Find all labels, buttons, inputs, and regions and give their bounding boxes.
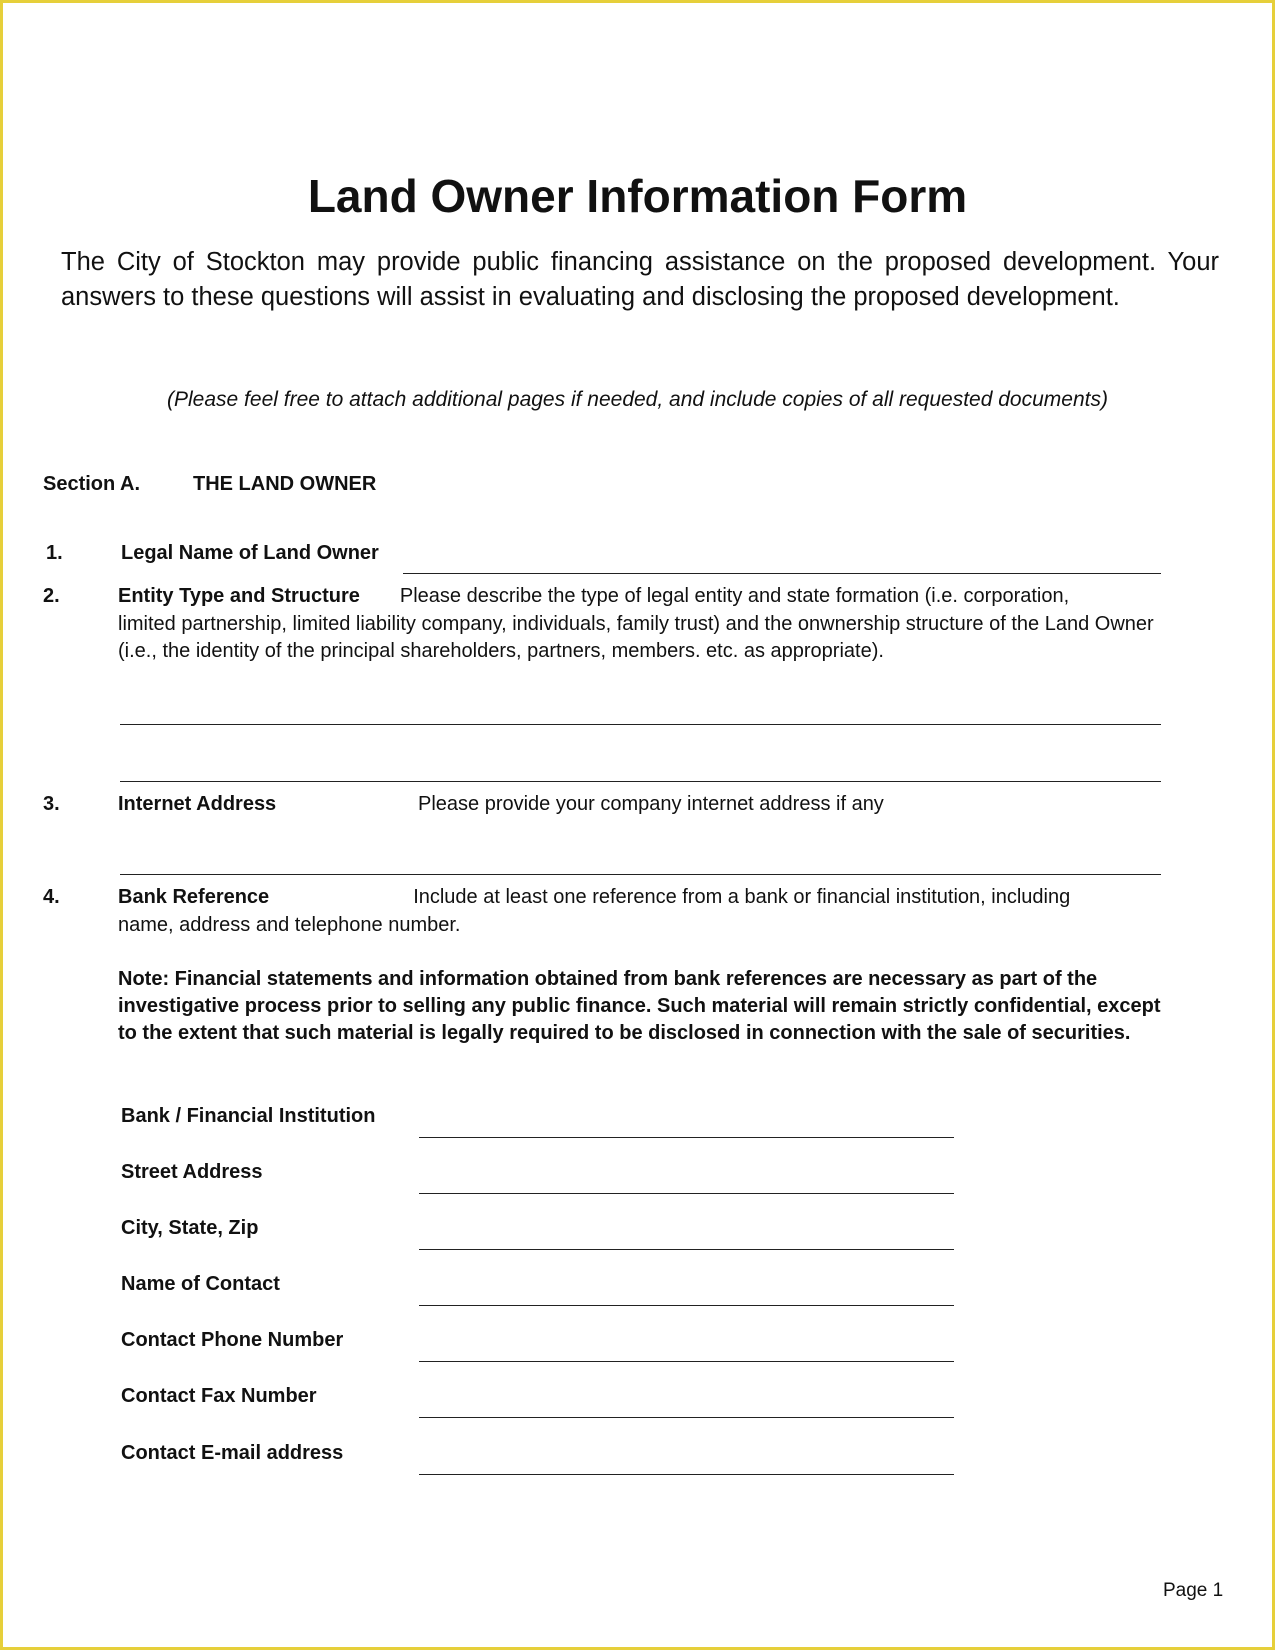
bank-institution-field[interactable] [419,1137,954,1138]
internet-address-field[interactable] [120,874,1161,875]
legal-name-label: Legal Name of Land Owner [121,542,379,564]
bank-reference-desc-rest: name, address and telephone number. [118,913,461,936]
item-number: 2. [43,585,60,607]
street-address-field[interactable] [419,1193,954,1194]
confidentiality-note: Note: Financial statements and information obtained from bank references are necessary as part of the investigative process prior to selling any public finance. Such material will remain strictly confidential, except to the extent that such material is legally required to be disclosed in connection with the sale of securities. [118,968,1161,1044]
attach-note: (Please feel free to attach additional pages if needed, and include copies of all requested documents) [167,388,1108,411]
legal-name-field[interactable] [403,573,1161,574]
intro-paragraph: The City of Stockton may provide public financing assistance on the proposed development. Your answers to these questions will assist in evaluating and disclosing the proposed development. [61,248,1219,311]
entity-type-desc-first: Please describe the type of legal entity and state formation (i.e. corporation, [399,585,1070,607]
internet-address-label: Internet Address [118,793,277,815]
bank-institution-label: Bank / Financial Institution [121,1105,376,1127]
entity-type-desc-rest: limited partnership, limited liability company, individuals, family trust) and the onwnership structure of the Land Owner (i.e., the identity of the principal shareholders, partners, members. etc. as appropriate). [118,612,1154,662]
entity-type-block [118,583,1168,666]
entity-type-label: Entity Type and Structure [118,585,360,607]
entity-type-field-line-1[interactable] [120,724,1161,725]
item-number: 1. [46,542,63,564]
contact-fax-field[interactable] [419,1417,954,1418]
internet-address-desc: Please provide your company internet address if any [418,793,884,815]
city-state-zip-field[interactable] [419,1249,954,1250]
city-state-zip-label: City, State, Zip [121,1217,259,1239]
contact-email-label: Contact E-mail address [121,1442,344,1464]
bank-reference-label: Bank Reference [118,886,270,908]
contact-email-field[interactable] [419,1474,954,1475]
contact-phone-label: Contact Phone Number [121,1329,344,1351]
bank-reference-block [118,884,1168,939]
bank-reference-desc-first: Include at least one reference from a bank or financial institution, including [413,886,1071,908]
item-number: 4. [43,886,60,908]
contact-fax-label: Contact Fax Number [121,1385,317,1407]
item-number: 3. [43,793,60,815]
contact-name-label: Name of Contact [121,1273,280,1295]
contact-name-field[interactable] [419,1305,954,1306]
page-number: Page 1 [1163,1580,1224,1601]
section-label: Section A. [43,473,141,495]
contact-phone-field[interactable] [419,1361,954,1362]
street-address-label: Street Address [121,1161,263,1183]
page-title: Land Owner Information Form [307,170,968,222]
entity-type-field-line-2[interactable] [120,781,1161,782]
section-title: THE LAND OWNER [193,473,377,495]
